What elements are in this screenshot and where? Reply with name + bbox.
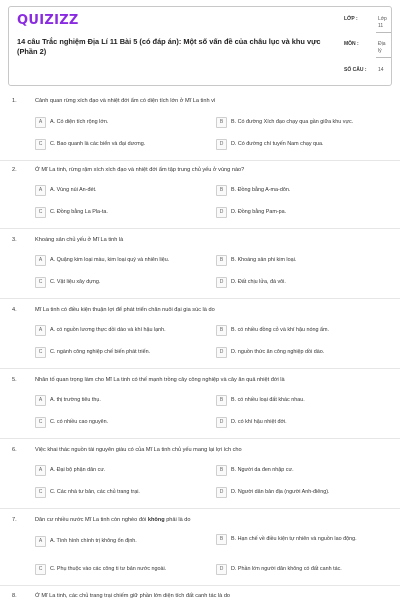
option-letter: A — [35, 325, 46, 336]
question-text: Mĩ La tinh có điều kiện thuận lợi để phát triển chăn nuôi đại gia súc là do — [35, 307, 215, 313]
question-text: Cảnh quan rừng xích đạo và nhiệt đới ẩm có diện tích lớn ở Mĩ La tinh vì — [35, 98, 216, 104]
question-divider — [0, 438, 400, 439]
option-c[interactable] — [35, 207, 205, 220]
option-text: D. Đồng bằng Pam-pa. — [231, 209, 287, 215]
option-c[interactable] — [35, 564, 205, 577]
option-d[interactable] — [216, 347, 396, 360]
meta-divider — [376, 57, 391, 58]
option-a[interactable] — [35, 395, 205, 408]
question-divider — [0, 228, 400, 229]
option-letter: C — [35, 139, 46, 150]
count-label: SỐ CÂU : — [344, 67, 367, 73]
option-text: A. Quặng kim loại màu, kim loại quý và nhiên liệu. — [50, 257, 170, 263]
option-b[interactable] — [216, 185, 396, 198]
option-a[interactable] — [35, 325, 205, 338]
option-a[interactable] — [35, 117, 205, 130]
option-letter: B — [216, 534, 227, 545]
option-a[interactable] — [35, 536, 205, 549]
option-letter: C — [35, 277, 46, 288]
question-text-emphasis: không — [147, 517, 165, 523]
option-text: A. Có diện tích rộng lớn. — [50, 119, 109, 125]
option-text: D. Phần lớn người dân không có đất canh tác. — [231, 566, 342, 572]
option-a[interactable] — [35, 465, 205, 478]
question-number: 3. — [12, 237, 17, 243]
question-text-end: phải là do — [164, 517, 191, 523]
question-divider — [0, 585, 400, 586]
option-text: C. Các nhà tư bản, các chủ trang trại. — [50, 489, 140, 495]
option-letter: A — [35, 536, 46, 547]
meta-divider — [376, 32, 391, 33]
option-letter: A — [35, 117, 46, 128]
question-text: Nhân tố quan trọng làm cho Mĩ La tinh có thế mạnh trồng cây công nghiệp và cây ăn quả nhiệt đới là — [35, 377, 285, 383]
option-letter: A — [35, 465, 46, 476]
question-number: 2. — [12, 167, 17, 173]
option-letter: A — [35, 395, 46, 406]
option-text: D. Có đường chí tuyến Nam chạy qua. — [231, 141, 324, 147]
option-b[interactable] — [216, 117, 396, 130]
subject-value: Địa lý — [378, 41, 386, 54]
option-letter: D — [216, 487, 227, 498]
question-divider — [0, 160, 400, 161]
quizizz-logo: QUIZIZZ — [17, 13, 79, 28]
question-text-start: Dân cư nhiều nước Mĩ La tinh còn nghèo đói — [35, 517, 148, 523]
option-text: B. Đồng bằng A-ma-dôn. — [231, 187, 291, 193]
option-letter: C — [35, 347, 46, 358]
option-c[interactable] — [35, 139, 205, 152]
option-a[interactable] — [35, 185, 205, 198]
option-b[interactable] — [216, 325, 396, 338]
option-c[interactable] — [35, 347, 205, 360]
option-text: C. ngành công nghiệp chế biến phát triển. — [50, 349, 151, 355]
option-letter: B — [216, 117, 227, 128]
option-letter: B — [216, 325, 227, 336]
option-text: A. Tình hình chính trị không ổn định. — [50, 538, 137, 544]
option-text: B. Khoáng sản phi kim loại. — [231, 257, 297, 263]
question-divider — [0, 368, 400, 369]
subject-label: MÔN : — [344, 41, 359, 47]
option-letter: B — [216, 255, 227, 266]
option-c[interactable] — [35, 487, 205, 500]
option-text: C. có nhiều cao nguyên. — [50, 419, 109, 425]
option-text: C. Đồng bằng La Pla-ta. — [50, 209, 108, 215]
question-number: 1. — [12, 98, 17, 104]
question-text — [35, 517, 390, 523]
question-divider — [0, 508, 400, 509]
option-text: A. Đại bộ phận dân cư. — [50, 467, 106, 473]
option-letter: C — [35, 207, 46, 218]
count-value: 14 — [378, 67, 384, 73]
option-letter: C — [35, 487, 46, 498]
option-d[interactable] — [216, 277, 396, 290]
option-letter: B — [216, 465, 227, 476]
option-text: D. nguồn thức ăn công nghiệp dồi dào. — [231, 349, 325, 355]
question-number: 7. — [12, 517, 17, 523]
option-text: B. Người da đen nhập cư. — [231, 467, 294, 473]
option-letter: C — [35, 564, 46, 575]
worksheet-header — [8, 6, 392, 86]
question-number: 8. — [12, 593, 17, 599]
option-text: D. Người dân bản địa (người Anh-điêng). — [231, 489, 330, 495]
question-text: Ở Mĩ La tinh, rừng rậm xích xích đạo và nhiệt đới ẩm tập trung chủ yếu ở vùng nào? — [35, 167, 245, 173]
option-a[interactable] — [35, 255, 205, 268]
question-number: 4. — [12, 307, 17, 313]
option-letter: D — [216, 277, 227, 288]
option-letter: B — [216, 185, 227, 196]
option-text: B. Hạn chế về điều kiện tự nhiên và nguồn lao động. — [231, 536, 357, 542]
option-d[interactable] — [216, 487, 396, 500]
option-b[interactable] — [216, 534, 396, 554]
question-text: Khoáng sản chủ yếu ở Mĩ La tinh là — [35, 237, 124, 243]
option-c[interactable] — [35, 277, 205, 290]
option-text: A. thị trường tiêu thụ. — [50, 397, 101, 403]
question-number: 6. — [12, 447, 17, 453]
option-b[interactable] — [216, 255, 396, 268]
option-d[interactable] — [216, 417, 396, 430]
option-text: D. có khí hậu nhiệt đới. — [231, 419, 287, 425]
option-text: D. Đất chịu lửa, đá vôi. — [231, 279, 286, 285]
class-value: Lớp 11 — [378, 16, 387, 29]
option-letter: D — [216, 417, 227, 428]
option-text: C. Bao quanh là các biển và đại dương. — [50, 141, 146, 147]
question-divider — [0, 298, 400, 299]
option-text: C. Vật liệu xây dựng. — [50, 279, 101, 285]
option-letter: B — [216, 395, 227, 406]
option-letter: D — [216, 347, 227, 358]
class-label: LỚP : — [344, 16, 358, 22]
question-text: Việc khai thác nguồn tài nguyên giàu có của Mĩ La tinh chủ yếu mang lại lợi ích cho — [35, 447, 242, 453]
option-text: B. có nhiều loại đất khác nhau. — [231, 397, 305, 403]
option-b[interactable] — [216, 395, 396, 408]
option-text: A. có nguồn lương thực dồi dào và khí hậu lạnh. — [50, 327, 166, 333]
option-letter: D — [216, 564, 227, 575]
option-letter: D — [216, 139, 227, 150]
option-letter: A — [35, 185, 46, 196]
option-text: B. có nhiều đồng cỏ và khí hậu nóng ẩm. — [231, 327, 329, 333]
question-number: 5. — [12, 377, 17, 383]
option-text: B. Có đường Xích đạo chạy qua gần giữa khu vực. — [231, 119, 354, 125]
option-letter: A — [35, 255, 46, 266]
option-text: C. Phụ thuộc vào các công ti tư bản nước ngoài. — [50, 566, 167, 572]
option-letter: C — [35, 417, 46, 428]
option-d[interactable] — [216, 564, 396, 577]
option-text: A. Vùng núi An-đét. — [50, 187, 97, 193]
option-d[interactable] — [216, 139, 396, 152]
option-b[interactable] — [216, 465, 396, 478]
worksheet-meta — [342, 7, 392, 85]
question-text: Ở Mĩ La tinh, các chủ trang trại chiếm giữ phần lớn diện tích đất canh tác là do — [35, 593, 231, 599]
option-letter: D — [216, 207, 227, 218]
option-d[interactable] — [216, 207, 396, 220]
worksheet-title: 14 câu Trắc nghiệm Địa Lí 11 Bài 5 (có đáp án): Một số vấn đề của châu lục và khu vực (Phần 2) — [17, 37, 321, 56]
option-c[interactable] — [35, 417, 205, 430]
